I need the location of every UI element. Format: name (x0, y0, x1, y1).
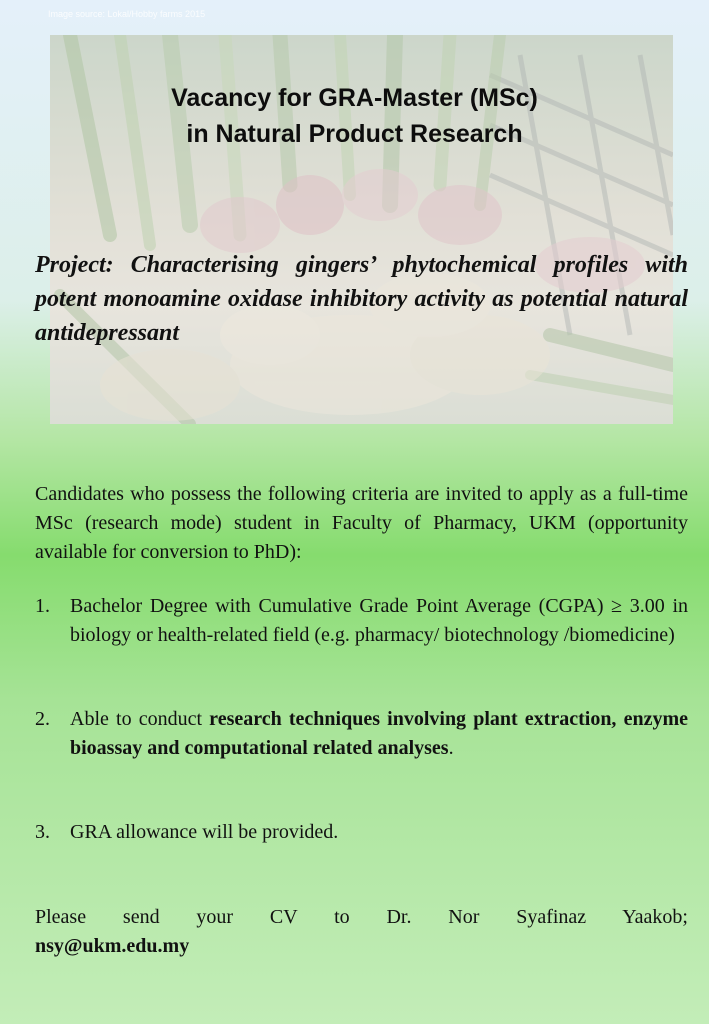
contact-email-link[interactable]: nsy@ukm.edu.my (35, 935, 190, 957)
criteria-number: 1. (35, 595, 50, 617)
criteria-text: Bachelor Degree with Cumulative Grade Point Average (CGPA) ≥ 3.00 in biology or health-related field (e.g. pharmacy/ biotechnology /biomedicine) (70, 595, 688, 646)
vacancy-title-line2: in Natural Product Research (186, 120, 523, 148)
criteria-text-bold: research techniques involving plant extraction, enzyme bioassay and computational related analyses (70, 708, 688, 759)
criteria-text: GRA allowance will be provided. (70, 821, 339, 843)
criteria-number: 3. (35, 821, 50, 843)
criteria-item-2 (35, 705, 688, 763)
criteria-item-1 (35, 592, 688, 650)
criteria-text-end: . (448, 737, 454, 759)
intro-paragraph: Candidates who possess the following criteria are invited to apply as a full-time MSc (research mode) student in Faculty of Pharmacy, UKM (opportunity available for conversion to PhD): (35, 483, 688, 563)
contact-paragraph (35, 903, 688, 961)
criteria-number: 2. (35, 708, 50, 730)
contact-text: Please send your CV to Dr. Nor Syafinaz Yaakob; (35, 906, 688, 928)
criteria-text-plain: Able to conduct (70, 708, 203, 730)
project-text: Characterising gingers’ phytochemical profiles with potent monoamine oxidase inhibitory activity as potential natural antidepressant (35, 252, 689, 346)
image-source-credit: Image source: Lokal/Hobby farms 2015 (48, 9, 206, 19)
vacancy-title-line1: Vacancy for GRA-Master (MSc) (171, 84, 538, 112)
project-description (35, 248, 688, 350)
criteria-item-3 (35, 818, 688, 847)
project-label: Project: (35, 252, 114, 278)
criteria-text (70, 705, 688, 763)
